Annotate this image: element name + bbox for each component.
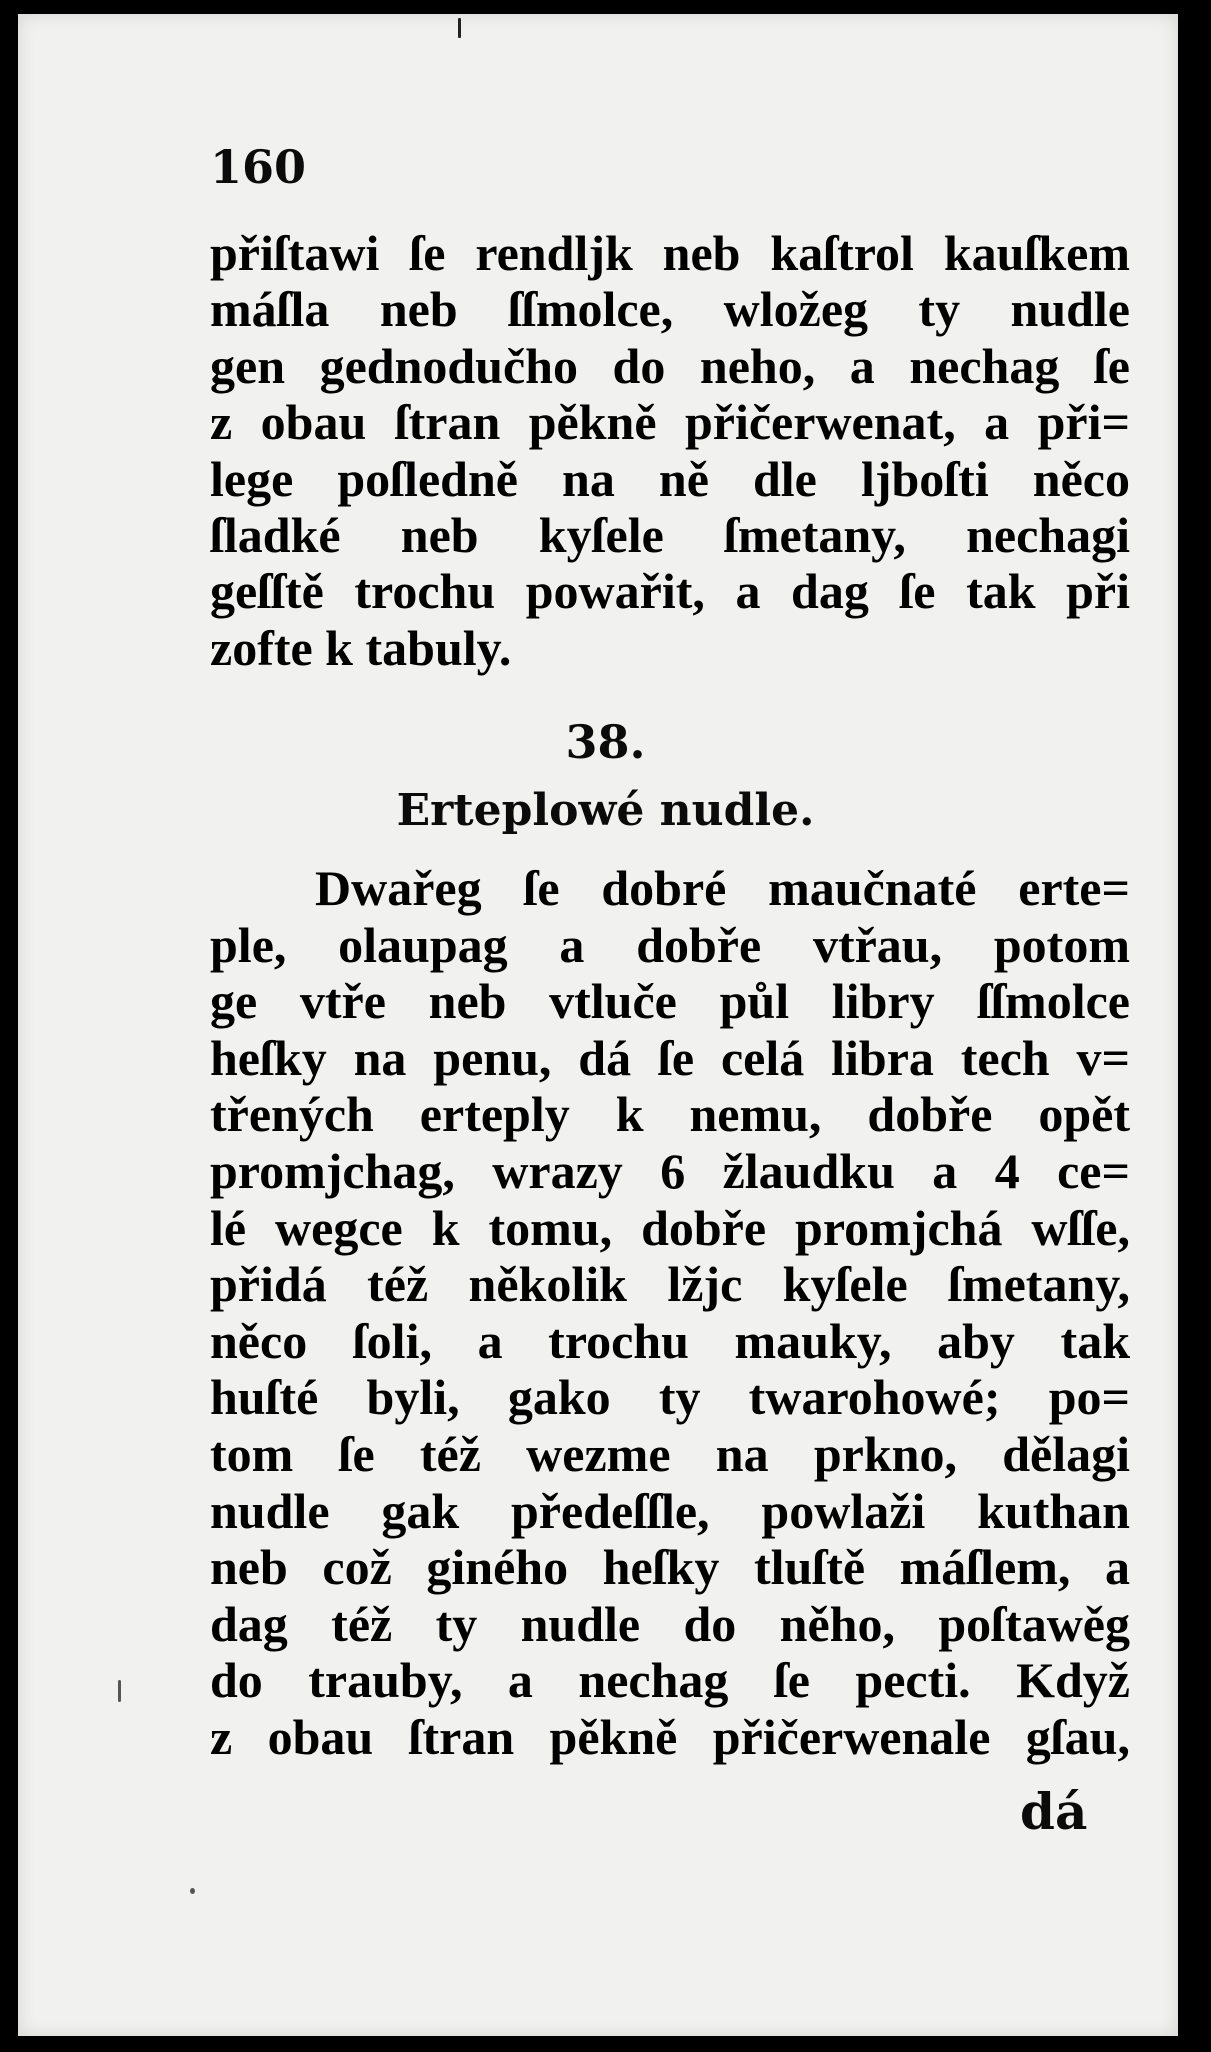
- recipe-number: 38.: [565, 715, 646, 769]
- text-line: přiſtawi ſe rendljk neb kaſtrol kauſkem: [210, 225, 1130, 281]
- text-line: lé wegce k tomu, dobře promjchá wſſe,: [210, 1199, 1130, 1256]
- text-line: ſladké neb kyſele ſmetany, nechagi: [210, 506, 1130, 563]
- text-line: přidá též několik lžjc kyſele ſmetany,: [210, 1256, 1130, 1313]
- page-number: 160: [210, 140, 307, 194]
- recipe-paragraph: [210, 860, 1130, 1766]
- text-line: do trauby, a nechag ſe pecti. Když: [210, 1652, 1130, 1709]
- text-line: ge vtře neb vtluče půl libry ſſmolce: [210, 973, 1130, 1030]
- text-line: lege poſledně na ně dle ljboſti něco: [210, 450, 1130, 507]
- text-line: něco ſoli, a trochu mauky, aby tak: [210, 1312, 1130, 1369]
- text-line: třených erteply k nemu, dobře opět: [210, 1086, 1130, 1143]
- text-line: heſky na penu, dá ſe celá libra tech v=: [210, 1029, 1130, 1086]
- text-line: máſla neb ſſmolce, wložeg ty nudle: [210, 281, 1130, 338]
- text-line: z obau ſtran pěkně přičerwenale gſau,: [210, 1708, 1130, 1765]
- ink-speck: [458, 18, 461, 38]
- catchword: dá: [1020, 1782, 1088, 1841]
- text-line: gen gednodučho do neho, a nechag ſe: [210, 337, 1130, 394]
- text-line: dag též ty nudle do něho, poſtawěg: [210, 1595, 1130, 1652]
- text-line: neb což giného heſky tluſtě máſlem, a: [210, 1539, 1130, 1596]
- ink-speck: [190, 1888, 195, 1894]
- paragraph-continued: [210, 225, 1130, 676]
- text-line: Dwařeg ſe dobré maučnaté erte=: [315, 860, 1130, 916]
- text-line: ple, olaupag a dobře vtřau, potom: [210, 916, 1130, 973]
- ink-speck: [118, 1680, 121, 1702]
- text-line: tom ſe též wezme na prkno, dělagi: [210, 1425, 1130, 1482]
- text-line: promjchag, wrazy 6 žlaudku a 4 ce=: [210, 1142, 1130, 1199]
- text-line: zofte k tabuly.: [210, 619, 512, 676]
- recipe-title: Erteplowé nudle.: [396, 785, 815, 836]
- text-line: geſſtě trochu powařit, a dag ſe tak při: [210, 563, 1130, 620]
- text-line: huſté byli, gako ty twarohowé; po=: [210, 1369, 1130, 1426]
- text-line: z obau ſtran pěkně přičerwenat, a při=: [210, 394, 1130, 451]
- text-line: nudle gak předeſſle, powlaži kuthan: [210, 1482, 1130, 1539]
